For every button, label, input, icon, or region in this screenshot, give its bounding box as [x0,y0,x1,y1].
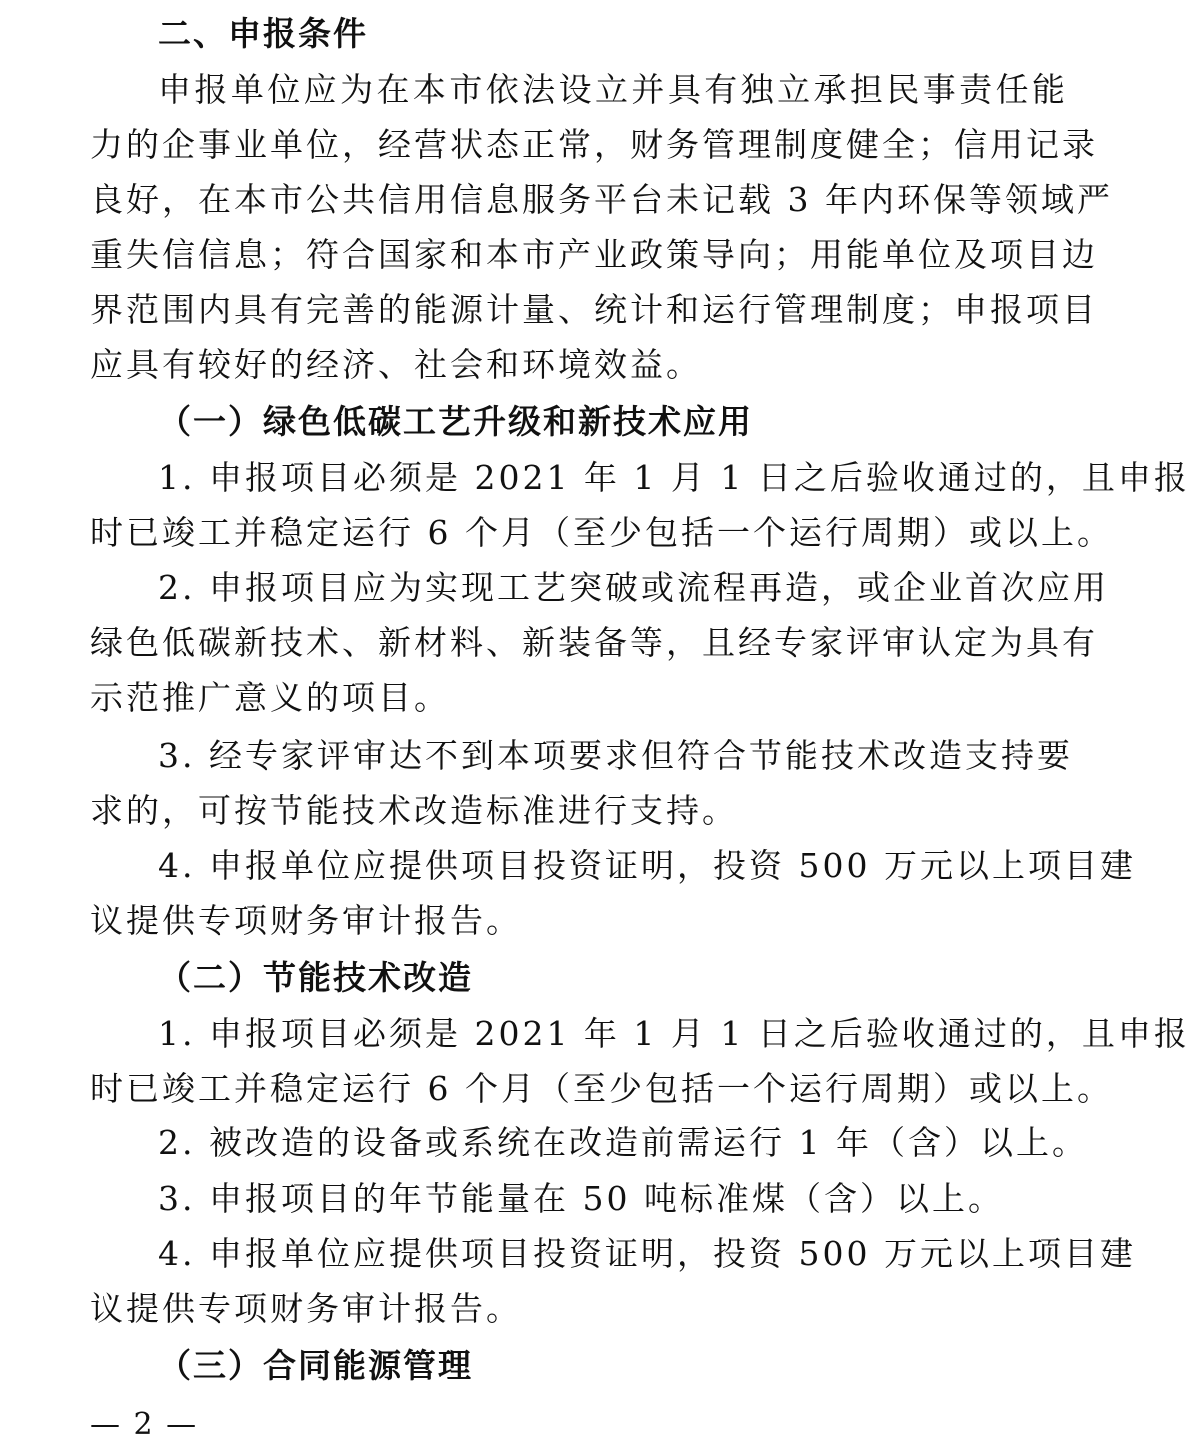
intro-line-2: 力的企事业单位，经营状态正常，财务管理制度健全；信用记录 [90,125,1098,164]
page-number: — 2 — [90,1407,199,1442]
subsection-3-title: （三）合同能源管理 [158,1346,473,1385]
subsection-1-title: （一）绿色低碳工艺升级和新技术应用 [158,402,753,441]
subsection-1-line-4: 绿色低碳新技术、新材料、新装备等，且经专家评审认定为具有 [90,623,1098,662]
intro-line-4: 重失信信息；符合国家和本市产业政策导向；用能单位及项目边 [90,235,1098,274]
intro-line-5: 界范围内具有完善的能源计量、统计和运行管理制度；申报项目 [90,290,1098,329]
subsection-1-line-6: 3. 经专家评审达不到本项要求但符合节能技术改造支持要 [158,736,1073,775]
intro-line-3: 良好，在本市公共信用信息服务平台未记载 3 年内环保等领域严 [90,180,1113,219]
subsection-2-line-2: 时已竣工并稳定运行 6 个月（至少包括一个运行周期）或以上。 [90,1069,1113,1108]
subsection-2-line-6: 议提供专项财务审计报告。 [90,1289,522,1328]
subsection-2-title: （二）节能技术改造 [158,958,473,997]
subsection-2-line-4: 3. 申报项目的年节能量在 50 吨标准煤（含）以上。 [158,1179,1004,1218]
section-heading: 二、申报条件 [158,14,368,53]
subsection-1-line-1: 1. 申报项目必须是 2021 年 1 月 1 日之后验收通过的，且申报 [158,458,1190,497]
intro-line-6: 应具有较好的经济、社会和环境效益。 [90,345,702,384]
subsection-1-line-3: 2. 申报项目应为实现工艺突破或流程再造，或企业首次应用 [158,568,1109,607]
subsection-1-line-9: 议提供专项财务审计报告。 [90,901,522,940]
subsection-1-line-5: 示范推广意义的项目。 [90,678,450,717]
subsection-2-line-5: 4. 申报单位应提供项目投资证明，投资 500 万元以上项目建 [158,1234,1136,1273]
subsection-1-line-8: 4. 申报单位应提供项目投资证明，投资 500 万元以上项目建 [158,846,1136,885]
subsection-1-line-7: 求的，可按节能技术改造标准进行支持。 [90,791,738,830]
subsection-2-line-3: 2. 被改造的设备或系统在改造前需运行 1 年（含）以上。 [158,1123,1088,1162]
intro-line-1: 申报单位应为在本市依法设立并具有独立承担民事责任能 [158,70,1068,109]
subsection-2-line-1: 1. 申报项目必须是 2021 年 1 月 1 日之后验收通过的，且申报 [158,1014,1190,1053]
subsection-1-line-2: 时已竣工并稳定运行 6 个月（至少包括一个运行周期）或以上。 [90,513,1113,552]
